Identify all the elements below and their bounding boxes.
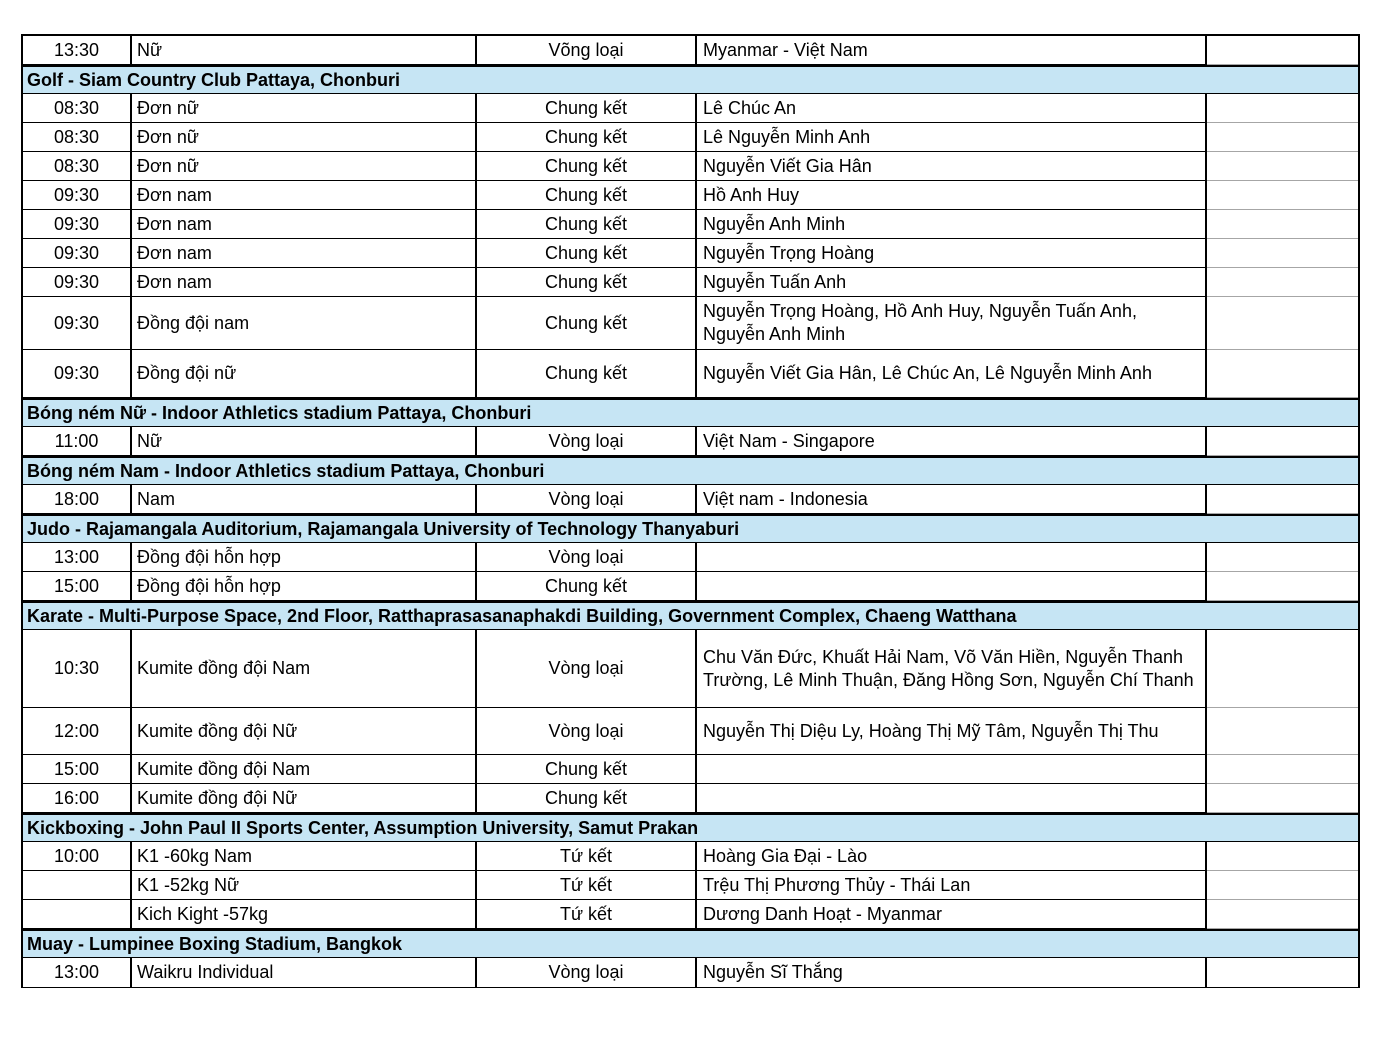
notes-cell bbox=[1207, 572, 1358, 601]
notes-cell bbox=[1207, 958, 1358, 987]
schedule-row bbox=[23, 485, 1358, 514]
round-cell-text: Vòng loại bbox=[548, 962, 624, 982]
notes-cell bbox=[1207, 152, 1358, 181]
schedule-row bbox=[23, 350, 1358, 398]
time-cell bbox=[23, 350, 132, 398]
participants-cell-text: Nguyễn Trọng Hoàng, Hồ Anh Huy, Nguyễn Tuấn Anh, Nguyễn Anh Minh bbox=[703, 301, 1137, 344]
event-cell-text: Đơn nam bbox=[137, 271, 212, 292]
event-cell-text: Kumite đồng đội Nam bbox=[137, 658, 311, 678]
round-cell-text: Chung kết bbox=[544, 312, 628, 333]
event-cell bbox=[132, 36, 477, 65]
round-cell-text: Chung kết bbox=[544, 242, 628, 263]
round-cell-text: Chung kết bbox=[544, 758, 628, 779]
round-cell bbox=[477, 427, 697, 456]
time-cell-text: 13:00 bbox=[53, 546, 100, 567]
event-cell-text: Đồng đội nữ bbox=[137, 363, 237, 383]
event-cell-text: Đồng đội nam bbox=[137, 312, 250, 333]
round-cell-text: Tứ kết bbox=[559, 874, 613, 895]
participants-cell-text: Nguyễn Sĩ Thắng bbox=[703, 962, 843, 982]
time-cell-text: 09:30 bbox=[53, 213, 100, 234]
participants-cell bbox=[697, 123, 1207, 152]
section-title: Karate - Multi-Purpose Space, 2nd Floor, Ratthaprasasanaphakdi Building, Government Complex, Chaeng Watthana bbox=[27, 606, 1017, 626]
event-cell-text: Đơn nam bbox=[137, 184, 212, 205]
round-cell bbox=[477, 755, 697, 784]
event-cell bbox=[132, 152, 477, 181]
section-title: Muay - Lumpinee Boxing Stadium, Bangkok bbox=[27, 934, 403, 954]
participants-cell-text: Nguyễn Tuấn Anh bbox=[703, 271, 847, 292]
notes-cell bbox=[1207, 239, 1358, 268]
time-cell-text: 09:30 bbox=[53, 271, 100, 292]
time-cell bbox=[23, 268, 132, 297]
schedule-row bbox=[23, 297, 1358, 350]
section-header-row bbox=[23, 398, 1358, 427]
schedule-row bbox=[23, 181, 1358, 210]
round-cell-text: Vòng loại bbox=[548, 720, 624, 741]
notes-cell bbox=[1207, 842, 1358, 871]
schedule-row bbox=[23, 94, 1358, 123]
participants-cell-text: Nguyễn Viết Gia Hân, Lê Chúc An, Lê Nguyễn Minh Anh bbox=[703, 363, 1152, 383]
time-cell-text: 13:30 bbox=[53, 39, 100, 60]
schedule-row bbox=[23, 572, 1358, 601]
time-cell-text: 09:30 bbox=[53, 242, 100, 263]
event-cell bbox=[132, 755, 477, 784]
event-cell bbox=[132, 630, 477, 708]
participants-cell bbox=[697, 900, 1207, 929]
notes-cell bbox=[1207, 427, 1358, 456]
round-cell bbox=[477, 239, 697, 268]
time-cell bbox=[23, 152, 132, 181]
time-cell-text: 11:00 bbox=[54, 430, 99, 451]
round-cell bbox=[477, 900, 697, 929]
participants-cell bbox=[697, 543, 1207, 572]
time-cell bbox=[23, 871, 132, 900]
participants-cell-text: Chu Văn Đức, Khuất Hải Nam, Võ Văn Hiền, Nguyễn Thanh Trường, Lê Minh Thuận, Đăng Hồng Sơn, Nguyễn Chí Thanh bbox=[703, 646, 1194, 690]
section-title: Kickboxing - John Paul II Sports Center, Assumption University, Samut Prakan bbox=[27, 818, 699, 838]
notes-cell bbox=[1207, 784, 1358, 813]
round-cell-text: Vòng loại bbox=[548, 430, 624, 451]
time-cell bbox=[23, 755, 132, 784]
schedule-row bbox=[23, 630, 1358, 708]
section-header-row bbox=[23, 65, 1358, 94]
event-cell-text: Nữ bbox=[137, 39, 163, 60]
event-cell bbox=[132, 543, 477, 572]
schedule-row bbox=[23, 36, 1358, 65]
notes-cell bbox=[1207, 543, 1358, 572]
round-cell-text: Tứ kết bbox=[559, 903, 613, 924]
time-cell bbox=[23, 94, 132, 123]
participants-cell bbox=[697, 181, 1207, 210]
event-cell-text: Kumite đồng đội Nữ bbox=[137, 720, 298, 741]
section-title: Bóng ném Nam - Indoor Athletics stadium Pattaya, Chonburi bbox=[27, 461, 545, 481]
notes-cell bbox=[1207, 485, 1358, 514]
event-cell-text: K1 -60kg Nam bbox=[137, 845, 253, 866]
round-cell bbox=[477, 36, 697, 65]
participants-cell bbox=[697, 152, 1207, 181]
time-cell bbox=[23, 123, 132, 152]
round-cell-text: Chung kết bbox=[544, 363, 628, 383]
time-cell bbox=[23, 543, 132, 572]
event-cell bbox=[132, 427, 477, 456]
round-cell bbox=[477, 210, 697, 239]
notes-cell bbox=[1207, 708, 1358, 755]
section-title: Golf - Siam Country Club Pattaya, Chonburi bbox=[27, 70, 401, 90]
participants-cell bbox=[697, 210, 1207, 239]
notes-cell bbox=[1207, 900, 1358, 929]
time-cell-text: 08:30 bbox=[53, 97, 100, 118]
event-cell-text: Đồng đội hỗn hợp bbox=[137, 575, 281, 596]
event-cell bbox=[132, 123, 477, 152]
event-cell bbox=[132, 94, 477, 123]
time-cell bbox=[23, 842, 132, 871]
event-cell bbox=[132, 297, 477, 350]
schedule-row bbox=[23, 842, 1358, 871]
round-cell-text: Chung kết bbox=[544, 787, 628, 808]
participants-cell-text: Nguyễn Trọng Hoàng bbox=[703, 242, 875, 263]
event-cell bbox=[132, 842, 477, 871]
participants-cell bbox=[697, 94, 1207, 123]
time-cell bbox=[23, 630, 132, 708]
time-cell bbox=[23, 958, 132, 987]
event-cell bbox=[132, 900, 477, 929]
participants-cell bbox=[697, 485, 1207, 514]
schedule-row bbox=[23, 123, 1358, 152]
time-cell-text: 18:00 bbox=[53, 488, 100, 509]
event-cell-text: Nam bbox=[137, 488, 176, 509]
time-cell-text: 15:00 bbox=[53, 575, 100, 596]
schedule-row bbox=[23, 210, 1358, 239]
notes-cell bbox=[1207, 123, 1358, 152]
participants-cell bbox=[697, 239, 1207, 268]
participants-cell bbox=[697, 36, 1207, 65]
time-cell bbox=[23, 36, 132, 65]
participants-cell-text: Hoàng Gia Đại - Lào bbox=[703, 845, 868, 866]
time-cell bbox=[23, 427, 132, 456]
notes-cell bbox=[1207, 36, 1358, 65]
round-cell-text: Vòng loại bbox=[548, 658, 624, 678]
notes-cell bbox=[1207, 630, 1358, 708]
event-cell bbox=[132, 485, 477, 514]
participants-cell-text: Hồ Anh Huy bbox=[703, 184, 800, 205]
round-cell-text: Chung kết bbox=[544, 213, 628, 234]
round-cell bbox=[477, 350, 697, 398]
time-cell-text: 10:30 bbox=[53, 658, 100, 678]
notes-cell bbox=[1207, 181, 1358, 210]
participants-cell-text: Nguyễn Viết Gia Hân bbox=[703, 155, 872, 176]
time-cell-text: 13:00 bbox=[53, 962, 100, 982]
time-cell-text: 12:00 bbox=[53, 720, 100, 741]
round-cell-text: Vòng loại bbox=[548, 488, 624, 509]
notes-cell bbox=[1207, 755, 1358, 784]
event-cell-text: Đơn nam bbox=[137, 242, 212, 263]
event-cell-text: Waikru Individual bbox=[137, 962, 274, 982]
schedule-table bbox=[21, 34, 1360, 988]
event-cell bbox=[132, 708, 477, 755]
event-cell bbox=[132, 871, 477, 900]
participants-cell bbox=[697, 427, 1207, 456]
round-cell-text: Vòng loại bbox=[548, 546, 624, 567]
round-cell bbox=[477, 784, 697, 813]
event-cell-text: Kich Kight -57kg bbox=[137, 903, 269, 924]
round-cell bbox=[477, 123, 697, 152]
participants-cell bbox=[697, 630, 1207, 708]
event-cell-text: Đơn nữ bbox=[137, 155, 199, 176]
time-cell-text: 09:30 bbox=[53, 312, 100, 333]
schedule-row bbox=[23, 871, 1358, 900]
schedule-row bbox=[23, 784, 1358, 813]
schedule-row bbox=[23, 239, 1358, 268]
notes-cell bbox=[1207, 350, 1358, 398]
time-cell bbox=[23, 181, 132, 210]
participants-cell bbox=[697, 350, 1207, 398]
participants-cell-text: Trệu Thị Phương Thủy - Thái Lan bbox=[703, 874, 971, 895]
event-cell bbox=[132, 958, 477, 987]
round-cell-text: Chung kết bbox=[544, 184, 628, 205]
round-cell bbox=[477, 297, 697, 350]
time-cell-text: 08:30 bbox=[53, 155, 100, 176]
participants-cell-text: Việt Nam - Singapore bbox=[703, 430, 875, 451]
section-header-row bbox=[23, 813, 1358, 842]
round-cell bbox=[477, 630, 697, 708]
round-cell bbox=[477, 708, 697, 755]
round-cell bbox=[477, 94, 697, 123]
event-cell-text: Kumite đồng đội Nữ bbox=[137, 787, 298, 808]
participants-cell bbox=[697, 842, 1207, 871]
participants-cell-text: Nguyễn Thị Diệu Ly, Hoàng Thị Mỹ Tâm, Nguyễn Thị Thu bbox=[703, 720, 1159, 741]
round-cell bbox=[477, 842, 697, 871]
round-cell bbox=[477, 958, 697, 987]
participants-cell-text: Nguyễn Anh Minh bbox=[703, 213, 846, 234]
time-cell-text: 09:30 bbox=[53, 184, 100, 205]
participants-cell-text: Lê Nguyễn Minh Anh bbox=[703, 126, 871, 147]
participants-cell-text: Lê Chúc An bbox=[703, 97, 797, 118]
time-cell bbox=[23, 708, 132, 755]
event-cell-text: Đồng đội hỗn hợp bbox=[137, 546, 281, 567]
time-cell bbox=[23, 784, 132, 813]
time-cell bbox=[23, 900, 132, 929]
round-cell-text: Chung kết bbox=[544, 155, 628, 176]
event-cell-text: Đơn nữ bbox=[137, 97, 199, 118]
notes-cell bbox=[1207, 268, 1358, 297]
participants-cell-text: Dương Danh Hoạt - Myanmar bbox=[703, 903, 942, 924]
event-cell bbox=[132, 572, 477, 601]
participants-cell-text: Việt nam - Indonesia bbox=[703, 488, 868, 509]
notes-cell bbox=[1207, 94, 1358, 123]
participants-cell bbox=[697, 572, 1207, 601]
round-cell bbox=[477, 152, 697, 181]
participants-cell bbox=[697, 784, 1207, 813]
event-cell bbox=[132, 210, 477, 239]
time-cell-text: 16:00 bbox=[53, 787, 100, 808]
schedule-row bbox=[23, 543, 1358, 572]
round-cell-text: Tứ kết bbox=[559, 845, 613, 866]
participants-cell bbox=[697, 708, 1207, 755]
event-cell-text: Kumite đồng đội Nam bbox=[137, 758, 311, 779]
section-header-row bbox=[23, 601, 1358, 630]
event-cell bbox=[132, 268, 477, 297]
round-cell bbox=[477, 268, 697, 297]
event-cell bbox=[132, 181, 477, 210]
schedule-row bbox=[23, 268, 1358, 297]
time-cell bbox=[23, 485, 132, 514]
time-cell bbox=[23, 210, 132, 239]
section-header-row bbox=[23, 929, 1358, 958]
event-cell bbox=[132, 350, 477, 398]
round-cell bbox=[477, 181, 697, 210]
time-cell-text: 08:30 bbox=[53, 126, 100, 147]
round-cell-text: Chung kết bbox=[544, 575, 628, 596]
event-cell bbox=[132, 784, 477, 813]
participants-cell-text: Myanmar - Việt Nam bbox=[703, 39, 868, 60]
section-header-row bbox=[23, 456, 1358, 485]
section-header-row bbox=[23, 514, 1358, 543]
participants-cell bbox=[697, 755, 1207, 784]
participants-cell bbox=[697, 297, 1207, 350]
event-cell bbox=[132, 239, 477, 268]
notes-cell bbox=[1207, 297, 1358, 350]
schedule-row bbox=[23, 755, 1358, 784]
event-cell-text: Đơn nam bbox=[137, 213, 212, 234]
schedule-row bbox=[23, 900, 1358, 929]
round-cell bbox=[477, 485, 697, 514]
round-cell-text: Chung kết bbox=[544, 97, 628, 118]
section-title: Judo - Rajamangala Auditorium, Rajamangala University of Technology Thanyaburi bbox=[27, 519, 740, 539]
participants-cell bbox=[697, 268, 1207, 297]
time-cell-text: 15:00 bbox=[53, 758, 100, 779]
participants-cell bbox=[697, 871, 1207, 900]
event-cell-text: Nữ bbox=[137, 430, 163, 451]
schedule-row bbox=[23, 427, 1358, 456]
notes-cell bbox=[1207, 210, 1358, 239]
round-cell-text: Chung kết bbox=[544, 126, 628, 147]
notes-cell bbox=[1207, 871, 1358, 900]
schedule-row bbox=[23, 152, 1358, 181]
time-cell-text: 10:00 bbox=[53, 845, 100, 866]
round-cell-text: Võng loại bbox=[548, 39, 624, 60]
schedule-row bbox=[23, 958, 1358, 987]
time-cell bbox=[23, 239, 132, 268]
section-title: Bóng ném Nữ - Indoor Athletics stadium Pattaya, Chonburi bbox=[27, 403, 532, 423]
time-cell-text: 09:30 bbox=[53, 363, 100, 383]
event-cell-text: Đơn nữ bbox=[137, 126, 199, 147]
round-cell bbox=[477, 543, 697, 572]
round-cell bbox=[477, 871, 697, 900]
round-cell bbox=[477, 572, 697, 601]
time-cell bbox=[23, 572, 132, 601]
round-cell-text: Chung kết bbox=[544, 271, 628, 292]
event-cell-text: K1 -52kg Nữ bbox=[137, 874, 240, 895]
schedule-row bbox=[23, 708, 1358, 755]
time-cell bbox=[23, 297, 132, 350]
participants-cell bbox=[697, 958, 1207, 987]
